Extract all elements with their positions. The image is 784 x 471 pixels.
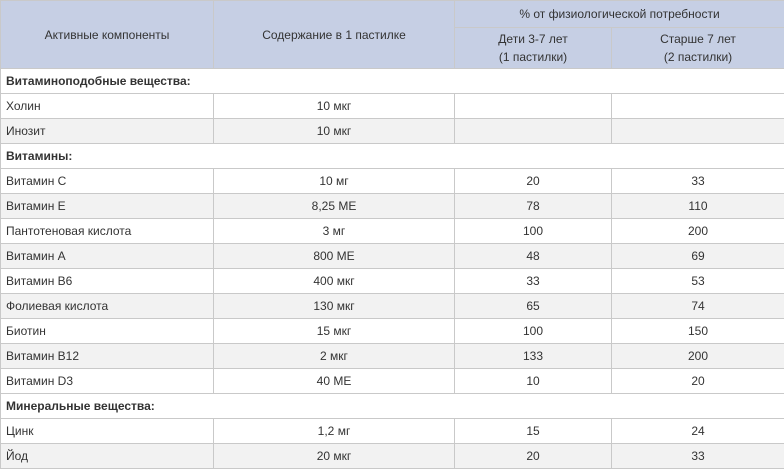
section-title: Минеральные вещества: bbox=[1, 394, 784, 419]
header-older bbox=[612, 28, 784, 69]
component-name: Витамин В6 bbox=[1, 269, 214, 294]
content-amount: 800 МЕ bbox=[214, 244, 455, 269]
content-amount: 8,25 МЕ bbox=[214, 194, 455, 219]
older-percent: 110 bbox=[612, 194, 784, 219]
content-amount: 15 мкг bbox=[214, 319, 455, 344]
component-name: Йод bbox=[1, 444, 214, 469]
content-amount: 10 мкг bbox=[214, 119, 455, 144]
content-amount: 130 мкг bbox=[214, 294, 455, 319]
content-amount: 2 мкг bbox=[214, 344, 455, 369]
children-percent: 20 bbox=[455, 169, 612, 194]
header-children bbox=[455, 28, 612, 69]
children-percent: 100 bbox=[455, 319, 612, 344]
component-name: Цинк bbox=[1, 419, 214, 444]
older-percent: 33 bbox=[612, 444, 784, 469]
table-row bbox=[1, 119, 784, 144]
header-children-dose: (1 пастилки) bbox=[498, 50, 568, 64]
component-name: Биотин bbox=[1, 319, 214, 344]
older-percent: 200 bbox=[612, 344, 784, 369]
children-percent: 133 bbox=[455, 344, 612, 369]
older-percent bbox=[612, 119, 784, 144]
content-amount: 20 мкг bbox=[214, 444, 455, 469]
component-name: Витамин А bbox=[1, 244, 214, 269]
table-row bbox=[1, 194, 784, 219]
older-percent bbox=[612, 94, 784, 119]
table-row bbox=[1, 169, 784, 194]
section-title: Витамины: bbox=[1, 144, 784, 169]
section-row bbox=[1, 144, 784, 169]
component-name: Витамин С bbox=[1, 169, 214, 194]
children-percent: 100 bbox=[455, 219, 612, 244]
component-name: Холин bbox=[1, 94, 214, 119]
section-row bbox=[1, 69, 784, 94]
table-row bbox=[1, 444, 784, 469]
children-percent: 33 bbox=[455, 269, 612, 294]
older-percent: 20 bbox=[612, 369, 784, 394]
table-row bbox=[1, 94, 784, 119]
table-row bbox=[1, 369, 784, 394]
header-components: Активные компоненты bbox=[1, 1, 214, 69]
content-amount: 40 МЕ bbox=[214, 369, 455, 394]
section-row bbox=[1, 394, 784, 419]
children-percent: 15 bbox=[455, 419, 612, 444]
children-percent: 65 bbox=[455, 294, 612, 319]
component-name: Витамин D3 bbox=[1, 369, 214, 394]
children-percent bbox=[455, 119, 612, 144]
table-row bbox=[1, 244, 784, 269]
header-older-dose: (2 пастилки) bbox=[663, 50, 733, 64]
component-name: Инозит bbox=[1, 119, 214, 144]
header-children-age: Дети 3-7 лет bbox=[498, 32, 568, 46]
table-row bbox=[1, 269, 784, 294]
older-percent: 33 bbox=[612, 169, 784, 194]
older-percent: 74 bbox=[612, 294, 784, 319]
children-percent: 48 bbox=[455, 244, 612, 269]
table-header bbox=[1, 1, 784, 69]
table-body bbox=[1, 69, 784, 469]
header-content: Содержание в 1 пастилке bbox=[214, 1, 455, 69]
table-row bbox=[1, 219, 784, 244]
component-name: Витамин В12 bbox=[1, 344, 214, 369]
table-row bbox=[1, 319, 784, 344]
section-title: Витаминоподобные вещества: bbox=[1, 69, 784, 94]
children-percent: 78 bbox=[455, 194, 612, 219]
older-percent: 150 bbox=[612, 319, 784, 344]
content-amount: 400 мкг bbox=[214, 269, 455, 294]
table-row bbox=[1, 419, 784, 444]
header-older-age: Старше 7 лет bbox=[660, 32, 736, 46]
children-percent: 20 bbox=[455, 444, 612, 469]
children-percent: 10 bbox=[455, 369, 612, 394]
table-row bbox=[1, 294, 784, 319]
content-amount: 3 мг bbox=[214, 219, 455, 244]
older-percent: 69 bbox=[612, 244, 784, 269]
component-name: Пантотеновая кислота bbox=[1, 219, 214, 244]
older-percent: 53 bbox=[612, 269, 784, 294]
header-physiological-need: % от физиологической потребности bbox=[455, 1, 784, 28]
older-percent: 24 bbox=[612, 419, 784, 444]
children-percent bbox=[455, 94, 612, 119]
content-amount: 10 мкг bbox=[214, 94, 455, 119]
older-percent: 200 bbox=[612, 219, 784, 244]
content-amount: 1,2 мг bbox=[214, 419, 455, 444]
component-name: Фолиевая кислота bbox=[1, 294, 214, 319]
table-row bbox=[1, 344, 784, 369]
component-name: Витамин Е bbox=[1, 194, 214, 219]
content-amount: 10 мг bbox=[214, 169, 455, 194]
